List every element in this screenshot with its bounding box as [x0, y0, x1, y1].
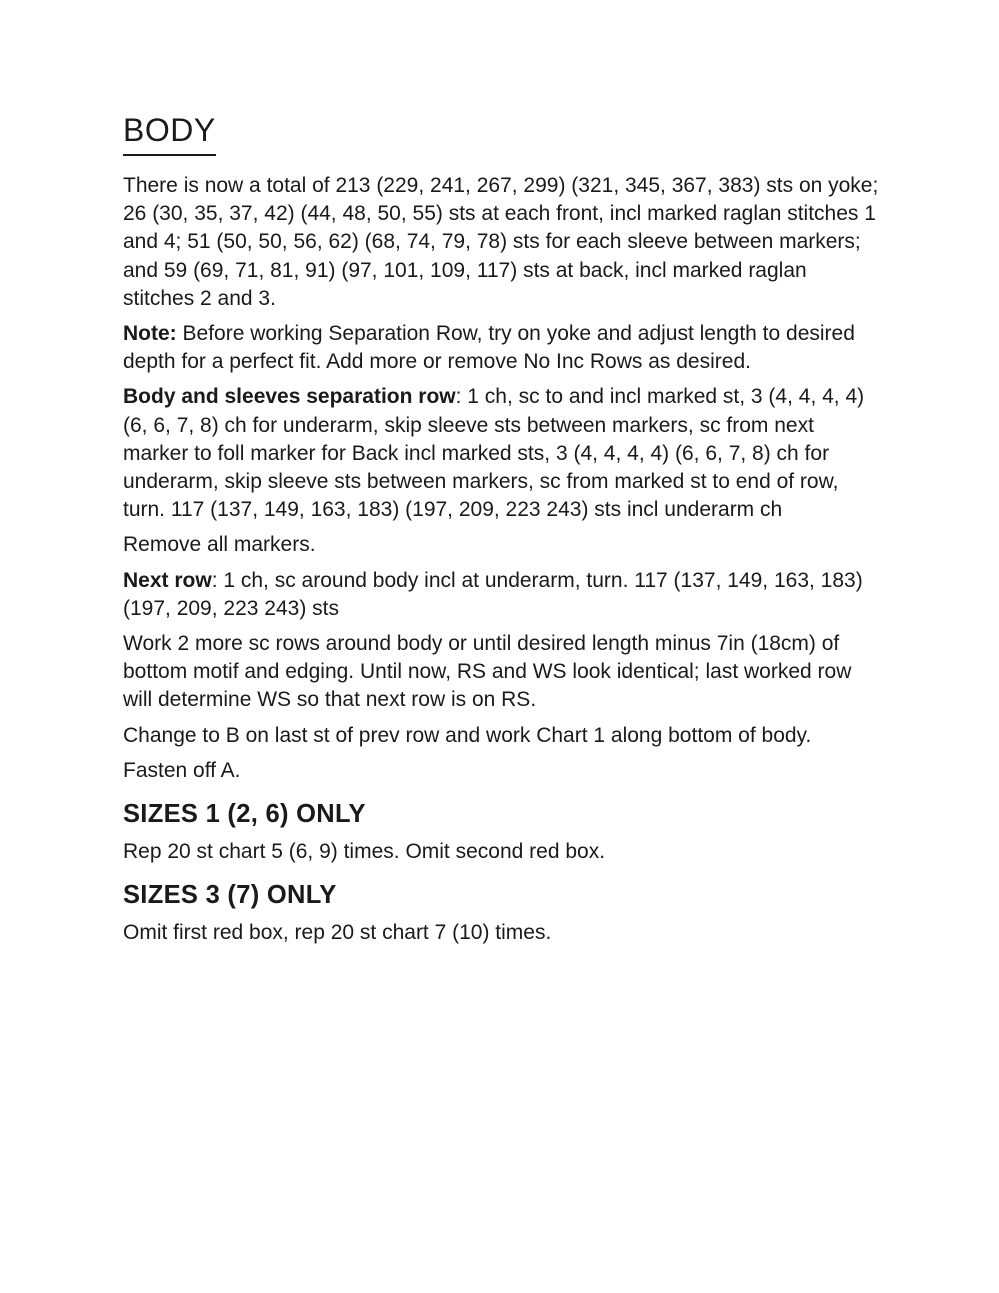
separation-row-text: : 1 ch, sc to and incl marked st, 3 (4, 4, 4, 4) (6, 6, 7, 8) ch for underarm, skip sleeve sts between markers, sc from next marker to foll marker for Back incl marked sts, 3 (4, 4, 4, 4) (6, 6, 7, 8) ch for underarm, skip sleeve sts between markers, sc from marked st to end of row, turn. 117 (137, 149, 163, 183) (197, 209, 223 243) sts incl underarm ch [123, 385, 865, 522]
note-paragraph [123, 320, 883, 376]
sizes-1-2-6-heading: SIZES 1 (2, 6) ONLY [123, 800, 366, 829]
sizes-3-7-text: Omit first red box, rep 20 st chart 7 (10) times. [123, 921, 552, 945]
next-row-paragraph [123, 567, 883, 623]
remove-markers-paragraph: Remove all markers. [123, 533, 316, 557]
note-label: Note: [123, 322, 177, 346]
next-row-text: : 1 ch, sc around body incl at underarm, turn. 117 (137, 149, 163, 183) (197, 209, 223 243) sts [123, 568, 863, 620]
section-heading: BODY [123, 112, 216, 156]
document-page [123, 112, 883, 954]
next-row-label: Next row [123, 568, 212, 592]
separation-row-paragraph [123, 383, 883, 524]
sizes-1-2-6-text: Rep 20 st chart 5 (6, 9) times. Omit second red box. [123, 840, 606, 864]
change-color-paragraph: Change to B on last st of prev row and work Chart 1 along bottom of body. [123, 723, 812, 747]
note-text: Before working Separation Row, try on yoke and adjust length to desired depth for a perfect fit. Add more or remove No Inc Rows as desired. [123, 322, 855, 374]
work-more-paragraph: Work 2 more sc rows around body or until desired length minus 7in (18cm) of bottom motif and edging. Until now, RS and WS look identical; last worked row will determine WS so that next row is on RS. [123, 632, 852, 712]
intro-paragraph: There is now a total of 213 (229, 241, 267, 299) (321, 345, 367, 383) sts on yoke; 26 (30, 35, 37, 42) (44, 48, 50, 55) sts at each front, incl marked raglan stitches 1 and 4; 51 (50, 50, 56, 62) (68, 74, 79, 78) sts for each sleeve between markers; and 59 (69, 71, 81, 91) (97, 101, 109, 117) sts at back, incl marked raglan stitches 2 and 3. [123, 174, 879, 310]
separation-row-label: Body and sleeves separation row [123, 385, 456, 409]
fasten-off-paragraph: Fasten off A. [123, 758, 241, 782]
sizes-3-7-heading: SIZES 3 (7) ONLY [123, 881, 337, 910]
